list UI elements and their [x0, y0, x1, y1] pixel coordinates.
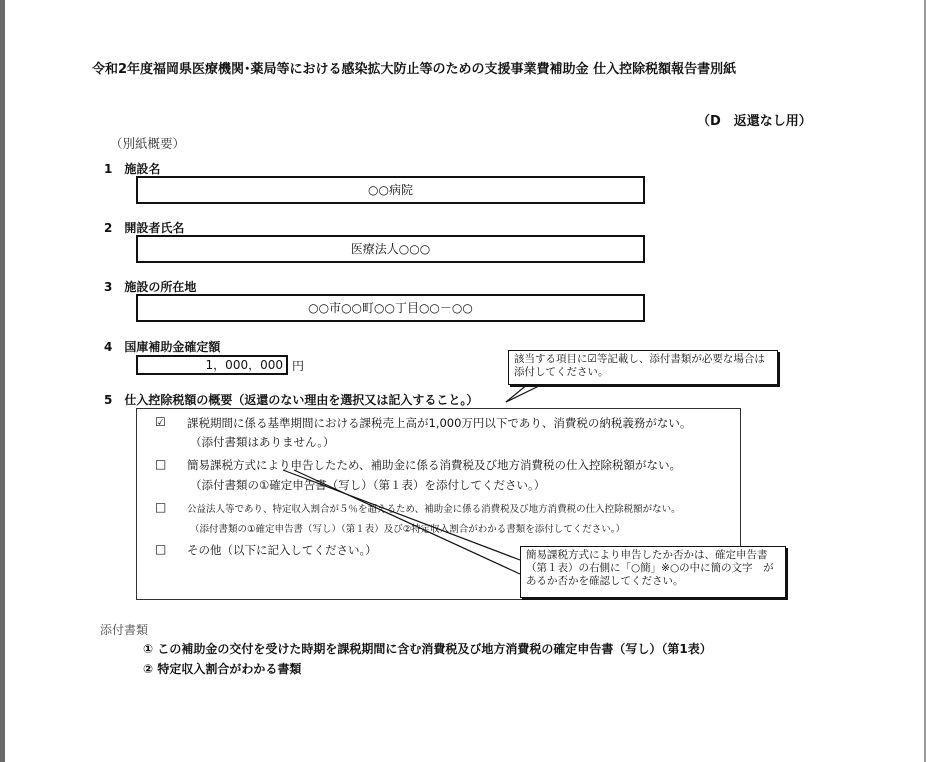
option-3-note: （添付書類の①確定申告書（写し）（第１表）及び②特定収入割合がわかる書類を添付してください。）: [190, 524, 626, 535]
option-1-note: （添付書類はありません。）: [190, 435, 335, 449]
founder-name-label: 2 開設者氏名: [104, 221, 185, 235]
option-4-text: その他（以下に記入してください。）: [187, 543, 377, 557]
option-2-text: 簡易課税方式により申告したため、補助金に係る消費税及び地方消費税の仕入控除税額がない。: [187, 458, 682, 472]
facility-name-label: 1 施設名: [104, 162, 161, 176]
check-instruction-callout: [508, 350, 778, 385]
attachments-label: 添付書類: [100, 623, 149, 637]
founder-name-value: 医療法人○○○: [350, 242, 431, 256]
facility-address-label: 3 施設の所在地: [104, 280, 197, 294]
option-1-checkbox[interactable]: ☑: [155, 415, 166, 429]
simple-tax-text: 簡易課税方式により申告したか否かは、確定申告書（第１表）の右側に「○簡」※○の中に簡の文字 があるか否かを確認してください。: [526, 549, 774, 587]
document-subtitle: （D 返還なし用）: [697, 114, 812, 129]
facility-name-value: ○○病院: [368, 183, 413, 197]
option-3-checkbox[interactable]: □: [155, 500, 167, 514]
check-instruction-text: 該当する項目に☑等記載し、添付書類が必要な場合は添付してください。: [514, 353, 765, 378]
facility-address-value: ○○市○○町○○丁目○○－○○: [308, 301, 473, 315]
subsidy-amount-label: 4 国庫補助金確定額: [104, 340, 221, 354]
subsidy-amount-value: 1，000，000: [205, 358, 283, 372]
attachment-item-1: ① この補助金の交付を受けた時期を課税期間に含む消費税及び地方消費税の確定申告書（写し）（第1表）: [143, 642, 712, 656]
subsidy-amount-unit: 円: [292, 359, 305, 373]
option-2-checkbox[interactable]: □: [155, 457, 167, 471]
option-3-text: 公益法人等であり、特定収入割合が５％を超えるため、補助金に係る消費税及び地方消費税の仕入控除税額がない。: [187, 504, 681, 515]
overview-label: （別紙概要）: [110, 136, 186, 151]
document-title: 令和2年度福岡県医療機関･薬局等における感染拡大防止等のための支援事業費補助金 仕入控除税額報告書別紙: [92, 62, 737, 77]
deduction-summary-label: 5 仕入控除税額の概要（返還のない理由を選択又は記入すること。）: [104, 393, 479, 407]
attachment-item-2: ② 特定収入割合がわかる書類: [143, 662, 302, 676]
simple-tax-callout: [520, 546, 786, 598]
option-2-note: （添付書類の①確定申告書（写し）（第１表）を添付してください。）: [190, 478, 546, 492]
option-1-text: 課税期間に係る基準期間における課税売上高が1,000万円以下であり、消費税の納税義務がない。: [187, 416, 692, 430]
option-4-checkbox[interactable]: □: [155, 542, 167, 556]
